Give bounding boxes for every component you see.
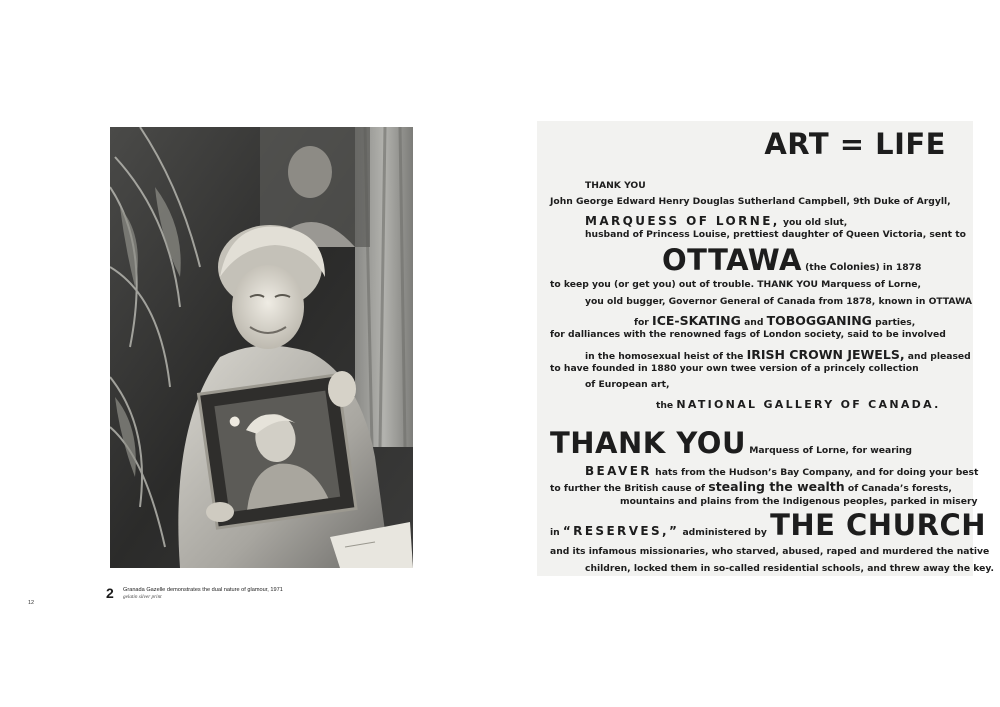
text-fragment: and pleased xyxy=(904,351,971,362)
text-fragment: hats from the Hudson’s Bay Company, and for doing your best xyxy=(651,467,979,478)
text-fragment: the xyxy=(656,400,677,411)
text-line-9: for dalliances with the renowned fags of London society, said to be involved xyxy=(550,329,946,340)
text-fragment: you old slut, xyxy=(779,217,848,228)
text-fragment: in the homosexual heist of the xyxy=(585,351,747,362)
text-line-13 xyxy=(656,393,941,412)
text-line-1: THANK YOU xyxy=(585,180,646,191)
emphasis-irish-crown-jewels: IRISH CROWN JEWELS, xyxy=(746,347,905,362)
emphasis-reserves: “RESERVES,” xyxy=(562,524,680,538)
emphasis-tobogganing: TOBOGGANING xyxy=(766,313,872,328)
photo-illustration xyxy=(110,127,413,568)
text-fragment: ) in 1878 xyxy=(875,262,922,273)
text-fragment: Marquess of Lorne, for wearing xyxy=(746,445,912,456)
text-fragment: (the xyxy=(801,262,830,273)
page-number: 12 xyxy=(28,600,35,606)
text-fragment: administered by xyxy=(679,527,771,538)
text-line-12: of European art, xyxy=(585,379,670,390)
emphasis-ice-skating: ICE-SKATING xyxy=(652,313,741,328)
page-title: ART = LIFE xyxy=(764,127,946,161)
figure-medium: gelatin silver print xyxy=(123,594,162,600)
text-line-5 xyxy=(662,243,921,277)
text-fragment: for xyxy=(634,317,653,328)
text-line-20: children, locked them in so-called residential schools, and threw away the key. xyxy=(585,563,994,574)
text-line-3 xyxy=(585,210,847,229)
text-line-7: you old bugger, Governor General of Canada from 1878, known in OTTAWA xyxy=(585,296,972,307)
emphasis-national-gallery: NATIONAL GALLERY OF CANADA. xyxy=(676,398,941,411)
text-line-17: mountains and plains from the Indigenous peoples, parked in misery xyxy=(620,496,978,507)
text-fragment: to further the British cause of xyxy=(550,483,709,494)
text-fragment: of Canada’s forests, xyxy=(844,483,952,494)
emphasis-stealing-the-wealth: stealing the wealth xyxy=(708,479,845,494)
text-line-19: and its infamous missionaries, who starved, abused, raped and murdered the native xyxy=(550,546,990,557)
text-fragment: and xyxy=(740,317,767,328)
emphasis-marquess-of-lorne: MARQUESS OF LORNE, xyxy=(585,214,780,228)
emphasis-the-church: THE CHURCH xyxy=(770,508,987,542)
emphasis-beaver: BEAVER xyxy=(585,464,652,478)
emphasis-thank-you: THANK YOU xyxy=(550,426,747,460)
figure-caption: Granada Gazelle demonstrates the dual nature of glamour, 1971 xyxy=(123,587,283,593)
emphasis-colonies: Colonies xyxy=(829,262,876,273)
text-fragment: in xyxy=(550,527,563,538)
text-line-4: husband of Princess Louise, prettiest daughter of Queen Victoria, sent to xyxy=(585,229,966,240)
photograph xyxy=(110,127,413,568)
text-line-6: to keep you (or get you) out of trouble. THANK YOU Marquess of Lorne, xyxy=(550,279,921,290)
text-line-8 xyxy=(634,310,915,329)
figure-number: 2 xyxy=(106,585,114,601)
text-fragment: parties, xyxy=(871,317,916,328)
text-line-11: to have founded in 1880 your own twee version of a princely collection xyxy=(550,363,919,374)
text-line-18 xyxy=(550,508,986,542)
text-line-16 xyxy=(550,476,952,495)
text-line-2: John George Edward Henry Douglas Sutherland Campbell, 9th Duke of Argyll, xyxy=(550,196,951,207)
emphasis-ottawa: OTTAWA xyxy=(662,243,802,277)
text-line-10 xyxy=(585,344,971,363)
text-line-14 xyxy=(550,426,912,460)
